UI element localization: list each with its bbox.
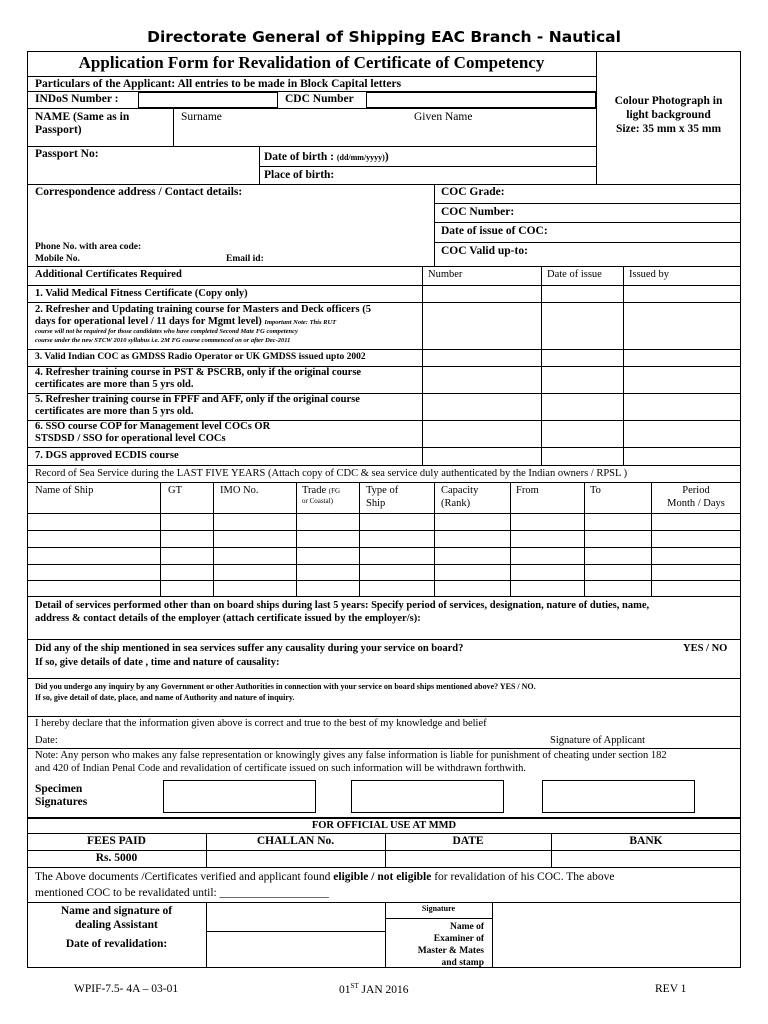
certificates-heading: Additional Certificates Required bbox=[35, 269, 182, 280]
phone-label: Phone No. with area code: bbox=[35, 242, 142, 252]
sea-service-row[interactable] bbox=[28, 514, 740, 529]
declaration-note: Note: Any person who makes any false representation or knowingly gives any false information is liable for punishment of cheating under section 182 and 420 of Indian Penal Code and revalidation of certificate issued on such information will be withdrawn forthwith. bbox=[35, 750, 667, 774]
cert-item-6: 6. SSO course COP for Management level COCs OR STSDSD / SSO for operational level COCs bbox=[35, 421, 271, 445]
particulars-label: Particulars of the Applicant: All entries to be made in Block Capital letters bbox=[35, 78, 402, 90]
coc-valid-label: COC Valid up-to: bbox=[441, 245, 528, 257]
given-name-label: Given Name bbox=[414, 111, 473, 123]
dealing-assistant-field[interactable] bbox=[207, 903, 384, 930]
signature-label: Signature bbox=[421, 904, 456, 913]
fees-paid-label: FEES PAID bbox=[87, 835, 146, 847]
photo-placeholder: Colour Photograph in light background Size: 35 mm x 35 mm bbox=[614, 95, 723, 135]
name-field[interactable] bbox=[174, 124, 595, 144]
date-field[interactable] bbox=[386, 851, 550, 866]
organization-title: Directorate General of Shipping EAC Branch - Nautical bbox=[147, 28, 621, 46]
other-services-question: Detail of services performed other than on board ships during last 5 years: Specify period of services, designation, nature of duties, name, address & contact details of the employer (attach certificate issued by the employer/s): bbox=[35, 600, 650, 624]
verification-statement: The Above documents /Certificates verified and applicant found eligible / not eligible for revalidation of his COC. The above mentioned COC to be revalidated until: ___________________ bbox=[35, 871, 615, 899]
cert-item-3: 3. Valid Indian COC as GMDSS Radio Operator or UK GMDSS issued upto 2002 bbox=[35, 352, 366, 362]
cert-item-5: 5. Refresher training course in FPFF and AFF, only if the original course certificates are more than 5 yrs old. bbox=[35, 394, 360, 418]
specimen-signatures-label: Specimen Signatures bbox=[35, 783, 88, 809]
bank-field[interactable] bbox=[552, 851, 740, 866]
sea-service-row[interactable] bbox=[28, 565, 740, 580]
dealing-assistant-label: Name and signature of dealing Assistant bbox=[60, 905, 173, 931]
casualty-details: If so, give details of date , time and nature of causality: bbox=[35, 657, 280, 668]
sea-service-row[interactable] bbox=[28, 581, 740, 595]
casualty-question: Did any of the ship mentioned in sea services suffer any causality during your service on board? bbox=[35, 643, 464, 654]
coc-grade-label: COC Grade: bbox=[441, 186, 505, 198]
mobile-label: Mobile No. bbox=[35, 254, 80, 264]
name-label: NAME (Same as in Passport) bbox=[35, 111, 130, 137]
col-ship-name: Name of Ship bbox=[35, 485, 94, 496]
examiner-signature-field[interactable] bbox=[493, 903, 740, 967]
indos-label: INDoS Number : bbox=[35, 93, 119, 105]
specimen-signature-box-2[interactable] bbox=[351, 780, 504, 813]
sea-service-heading: Record of Sea Service during the LAST FIVE YEARS (Attach copy of CDC & sea service duly authenticated by the Indian owners / RPSL ) bbox=[35, 468, 628, 479]
date-of-revalidation-field[interactable] bbox=[207, 932, 384, 967]
form-revision: REV 1 bbox=[655, 983, 687, 995]
sea-service-row[interactable] bbox=[28, 548, 740, 563]
inquiry-question: Did you undergo any inquiry by any Government or other Authorities in connection with your service on board ships mentioned above? YES / NO. If so, give detail of date, place, and name of Authority and nature of inquiry. bbox=[35, 682, 536, 702]
col-gt: GT bbox=[168, 485, 182, 496]
col-trade: Trade (FG or Coastal) bbox=[302, 485, 341, 506]
official-use-heading: FOR OFFICIAL USE AT MMD bbox=[311, 820, 457, 831]
date-of-revalidation-label: Date of revalidation: bbox=[65, 938, 168, 950]
cdc-field[interactable] bbox=[366, 92, 596, 108]
declaration-text: I hereby declare that the information given above is correct and true to the best of my knowledge and belief bbox=[35, 718, 487, 729]
challan-field[interactable] bbox=[207, 851, 384, 866]
specimen-signature-box-3[interactable] bbox=[542, 780, 695, 813]
applicant-signature-label: Signature of Applicant bbox=[550, 735, 646, 746]
cert-item-1: 1. Valid Medical Fitness Certificate (Copy only) bbox=[35, 288, 248, 299]
cert-item-2: 2. Refresher and Updating training course for Masters and Deck officers (5 days for operational level / 11 days for Mgmt level) Important Note: This RUT course will not be required for those candidates who have completed Second Mate FG competency course under the new STCW 2010 syllabus i.e. 2M FG course commenced on or after Dec-2011 bbox=[35, 304, 371, 344]
email-label: Email id: bbox=[226, 254, 264, 264]
col-date-of-issue: Date of issue bbox=[547, 269, 602, 280]
form-code: WPIF-7.5- 4A – 03-01 bbox=[74, 983, 179, 995]
col-number: Number bbox=[428, 269, 463, 280]
col-period: Period Month / Days bbox=[667, 485, 725, 509]
dob-label: Date of birth : (dd/mm/yyyy)) bbox=[264, 151, 389, 163]
col-type-of-ship: Type of Ship bbox=[366, 485, 399, 509]
cert-item-7: 7. DGS approved ECDIS course bbox=[35, 450, 179, 461]
col-imo: IMO No. bbox=[220, 485, 259, 496]
cert-item-4: 4. Refresher training course in PST & PSCRB, only if the original course certificates are more than 5 yrs old. bbox=[35, 367, 362, 391]
col-capacity: Capacity (Rank) bbox=[441, 485, 479, 509]
address-label: Correspondence address / Contact details: bbox=[35, 186, 243, 198]
surname-label: Surname bbox=[181, 111, 222, 123]
specimen-signature-box-1[interactable] bbox=[163, 780, 316, 813]
bank-label: BANK bbox=[629, 835, 663, 847]
coc-number-label: COC Number: bbox=[441, 206, 515, 218]
challan-label: CHALLAN No. bbox=[256, 835, 335, 847]
casualty-yes-no[interactable]: YES / NO bbox=[683, 643, 728, 654]
col-issued-by: Issued by bbox=[629, 269, 669, 280]
col-to: To bbox=[590, 485, 601, 496]
pob-label: Place of birth: bbox=[264, 169, 335, 181]
declaration-date: Date: bbox=[35, 735, 58, 746]
cdc-label: CDC Number bbox=[285, 93, 354, 105]
form-title: Application Form for Revalidation of Certificate of Competency bbox=[78, 53, 545, 72]
sea-service-row[interactable] bbox=[28, 531, 740, 546]
form-date: 01ST JAN 2016 bbox=[339, 982, 409, 996]
passport-label: Passport No: bbox=[35, 148, 99, 160]
coc-issue-label: Date of issue of COC: bbox=[441, 225, 548, 237]
indos-field[interactable] bbox=[138, 92, 278, 108]
date-label: DATE bbox=[452, 835, 484, 847]
fee-amount: Rs. 5000 bbox=[95, 852, 138, 864]
examiner-label: Name of Examiner of Master & Mates and stamp bbox=[417, 922, 484, 968]
col-from: From bbox=[516, 485, 539, 496]
